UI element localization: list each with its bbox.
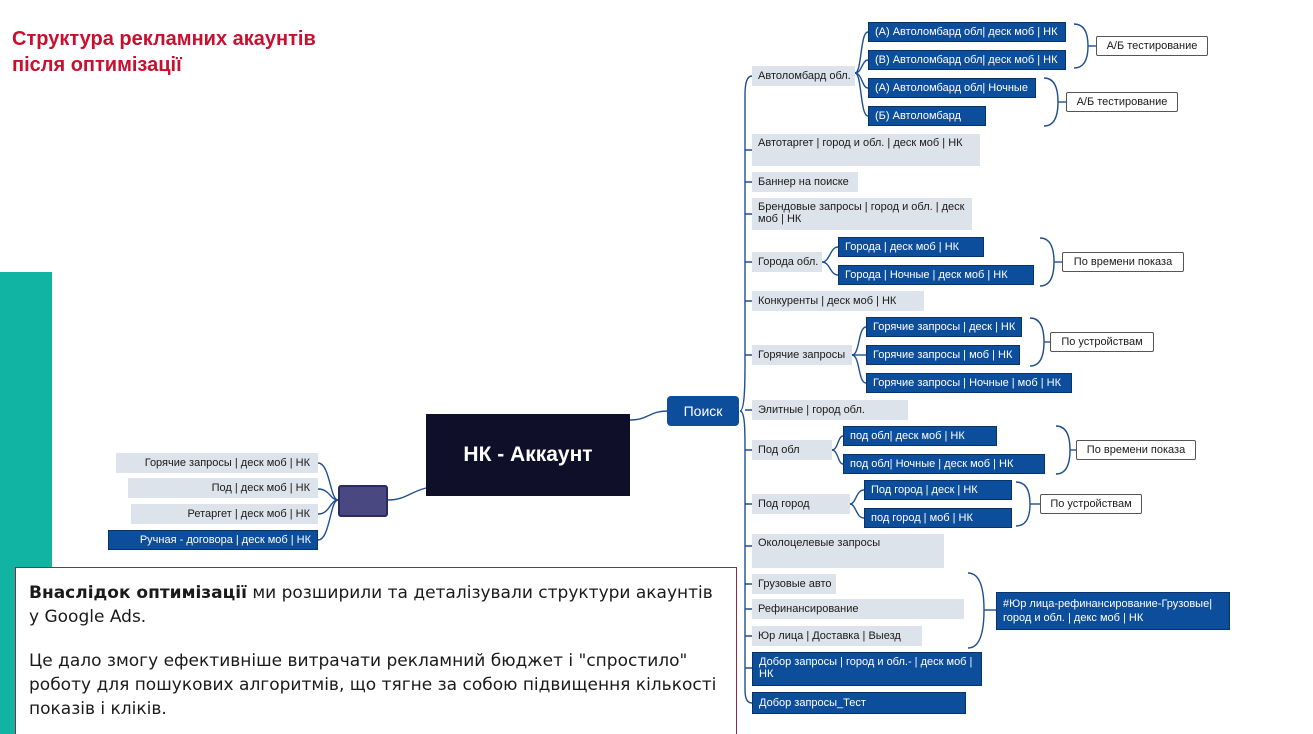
trunk-ticks (745, 150, 752, 668)
branch-banner: Баннер на поиске (752, 172, 858, 192)
branch-elitnye: Элитные | город обл. (752, 400, 908, 420)
summary-bold-lead: Внаслідок оптимізації (29, 583, 247, 603)
trunk-lower (740, 411, 752, 703)
note-time-1: По времени показа (1062, 252, 1184, 272)
trunk-upper (740, 76, 752, 411)
branch-goroda: Города обл. (752, 252, 822, 272)
left-node-hot: Горячие запросы | деск моб | НК (116, 453, 318, 473)
summary-paragraph-1 (29, 581, 723, 629)
summary-textbox (15, 567, 737, 734)
search-node: Поиск (667, 396, 739, 426)
note-devices-1: По устройствам (1050, 332, 1154, 352)
leaf-pod-gorod-2: под город | моб | НК (864, 508, 1012, 528)
branch-avtotarget: Автотаргет | город и обл. | деск моб | НК (752, 134, 980, 166)
leaf-gor-3: Горячие запросы | Ночные | моб | НК (866, 373, 1072, 393)
link-left-root (388, 488, 426, 500)
note-devices-2: По устройствам (1040, 494, 1142, 514)
leaf-avto-b2: (Б) Автоломбард (868, 106, 986, 126)
branch-okolocel: Околоцелевые запросы (752, 534, 944, 568)
leaf-gor-2: Горячие запросы | моб | НК (866, 345, 1020, 365)
leaf-avto-a2: (А) Автоломбард обл| Ночные (868, 78, 1036, 98)
title-line-1: Структура рекламних акаунтів (12, 28, 316, 50)
note-time-2: По времени показа (1076, 440, 1196, 460)
summary-p1-rest: ми розширили та деталізували структури акаунтів у Google Ads. (29, 583, 713, 627)
left-connector-node (338, 485, 388, 517)
branch-goryachie: Горячие запросы (752, 345, 852, 365)
leaf-goroda-2: Города | Ночные | деск моб | НК (838, 265, 1034, 285)
leaf-yur-group (996, 592, 1230, 630)
leaf-avto-b1: (В) Автоломбард обл| деск моб | НК (868, 50, 1066, 70)
branch-avtolombard: Автоломбард обл. (752, 66, 855, 86)
left-node-manual: Ручная - договора | деск моб | НК (108, 530, 318, 550)
summary-paragraph-2: Це дало змогу ефективніше витрачати рекламний бюджет і "спростило" роботу для пошукових алгоритмів, що тягне за собою підвищення кількості показів і кліків. (29, 651, 717, 719)
link-left-1 (318, 463, 338, 500)
title-line-2: після оптимізації (12, 54, 182, 76)
branch-pod-gorod: Под город (752, 494, 850, 514)
leaf-yur-group-line-2: город и обл. | декс моб | НК (1003, 612, 1144, 624)
branch-pod-obl: Под обл (752, 440, 832, 460)
branch-konkurenty: Конкуренты | деск моб | НК (752, 291, 924, 311)
leaf-pod-gorod-1: Под город | деск | НК (864, 480, 1012, 500)
leaf-gor-1: Горячие запросы | деск | НК (866, 317, 1022, 337)
leaf-goroda-1: Города | деск моб | НК (838, 237, 984, 257)
left-node-pod: Под | деск моб | НК (128, 478, 318, 498)
link-root-search (630, 411, 667, 420)
leaf-pod-obl-2: под обл| Ночные | деск моб | НК (843, 454, 1045, 474)
branch-dobor: Добор запросы | город и обл.- | деск моб | НК (752, 652, 982, 686)
branch-refin: Рефинансирование (752, 599, 964, 619)
root-node: НК - Аккаунт (426, 414, 630, 496)
note-ab-test-1: А/Б тестирование (1096, 36, 1208, 56)
leaf-yur-group-line-1: #Юр лица-рефинансирование-Грузовые| (1003, 598, 1213, 610)
branch-dobor-test: Добор запросы_Тест (752, 692, 966, 714)
leaf-pod-obl-1: под обл| деск моб | НК (843, 426, 997, 446)
branch-gruzovye: Грузовые авто (752, 574, 836, 594)
branch-yur: Юр лица | Доставка | Выезд (752, 626, 922, 646)
left-node-retarget: Ретаргет | деск моб | НК (131, 504, 318, 524)
link-left-4 (318, 500, 338, 540)
note-ab-test-2: А/Б тестирование (1066, 92, 1178, 112)
leaf-avto-a1: (А) Автоломбард обл| деск моб | НК (868, 22, 1066, 42)
branch-brand: Брендовые запросы | город и обл. | деск моб | НК (752, 198, 972, 230)
